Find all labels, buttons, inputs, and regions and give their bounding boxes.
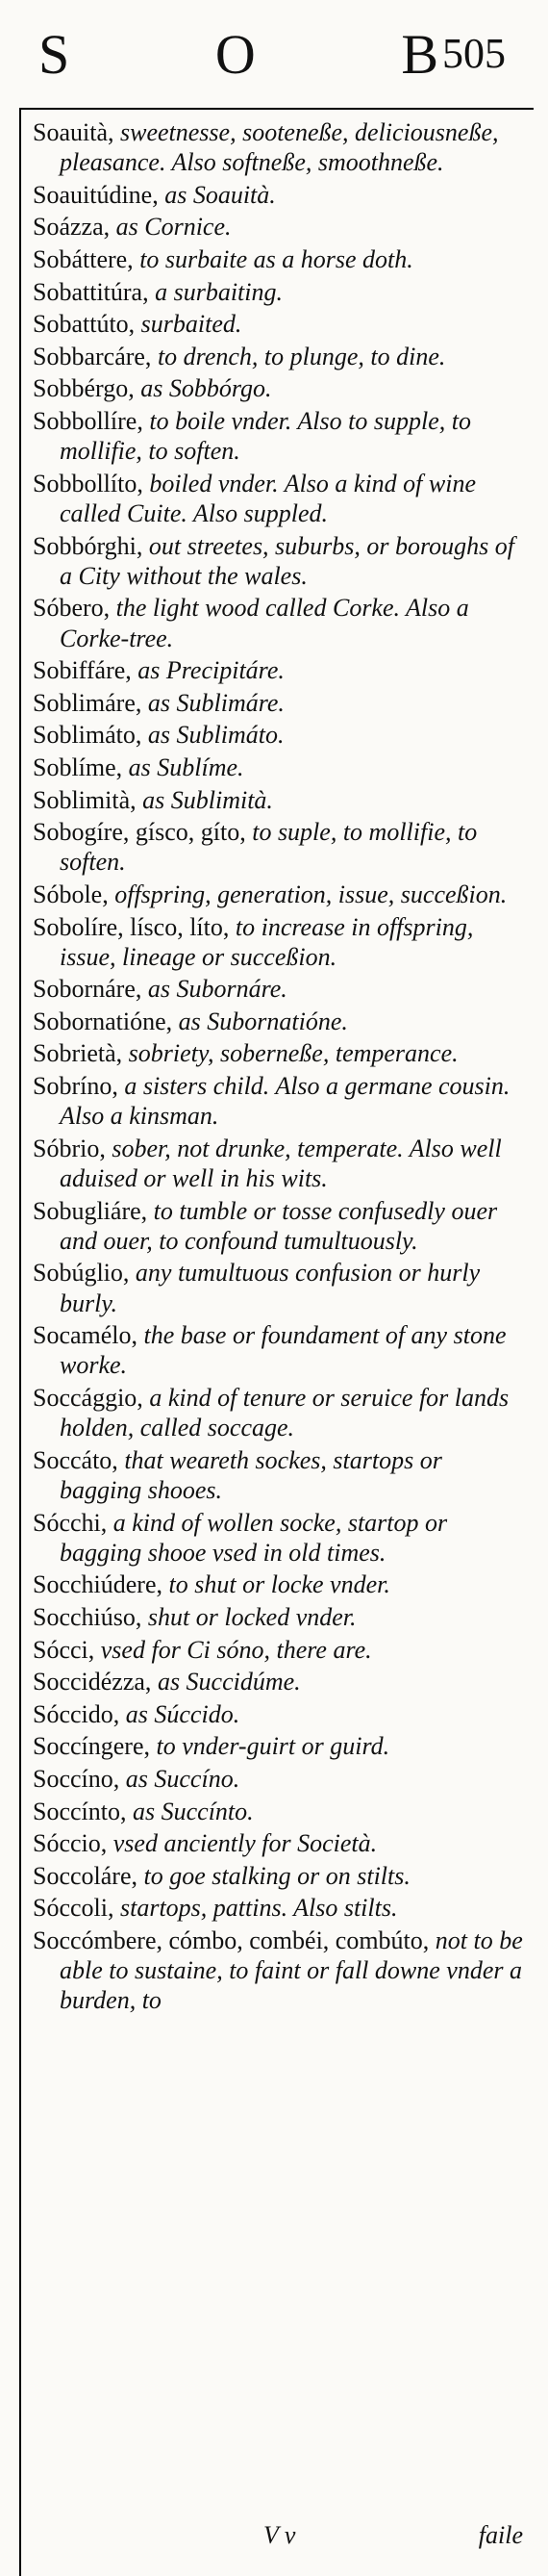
running-head-letter-1: S bbox=[38, 23, 74, 86]
entry-definition: out streetes, suburbs, or boroughs of a City without the wales. bbox=[60, 531, 515, 590]
entry-headword: Sócchi, bbox=[33, 1508, 113, 1537]
dictionary-entry bbox=[33, 1134, 523, 1193]
entry-headword: Sobiffáre, bbox=[33, 656, 138, 685]
entry-headword: Soauitúdine, bbox=[33, 180, 165, 209]
entry-definition: offspring, generation, issue, succeßion. bbox=[114, 880, 508, 908]
running-head bbox=[38, 23, 442, 86]
entry-definition: as Sobbórgo. bbox=[140, 374, 272, 403]
dictionary-entry bbox=[33, 1893, 523, 1923]
entry-headword: Sobattitúra, bbox=[33, 277, 156, 306]
dictionary-entry bbox=[33, 912, 523, 972]
entry-definition: that weareth sockes, startops or bagging shooes. bbox=[60, 1445, 442, 1505]
entry-definition: a surbaiting. bbox=[155, 277, 284, 306]
entry-definition: sweetnesse, sooteneße, deliciousneße, pleasance. Also softneße, smoothneße. bbox=[60, 118, 499, 177]
entry-headword: Soccággio, bbox=[33, 1384, 150, 1413]
header-rule bbox=[19, 108, 534, 110]
entry-headword: Soblimáre, bbox=[33, 688, 148, 717]
entry-headword: Sóbole, bbox=[33, 880, 115, 908]
entry-definition: any tumultuous confusion or hurly burly. bbox=[60, 1259, 481, 1317]
running-head-letter-2: O bbox=[214, 23, 260, 86]
dictionary-entry bbox=[33, 469, 523, 528]
entry-headword: Sobbórghi, bbox=[33, 531, 149, 560]
entry-headword: Sobbollíto, bbox=[33, 469, 150, 497]
entry-definition: boiled vnder. Also a kind of wine called Cuite. Also suppled. bbox=[60, 469, 477, 527]
dictionary-entry bbox=[33, 1731, 523, 1761]
dictionary-entry bbox=[33, 785, 523, 815]
running-head-letter-3: B bbox=[401, 23, 442, 86]
entry-definition: surbaited. bbox=[140, 310, 242, 339]
entry-definition: to increase in offspring, issue, lineage or succeßion. bbox=[60, 912, 474, 971]
catchword: faile bbox=[478, 2521, 523, 2549]
entry-headword: Sobattúto, bbox=[33, 310, 141, 339]
entry-definition: as Succínto. bbox=[133, 1797, 254, 1825]
entry-definition: to suple, to mollifie, to soften. bbox=[60, 818, 478, 877]
dictionary-entry bbox=[33, 688, 523, 718]
dictionary-entry bbox=[33, 1007, 523, 1036]
dictionary-column bbox=[33, 117, 523, 2018]
dictionary-entry bbox=[33, 880, 523, 909]
dictionary-entry bbox=[33, 277, 523, 307]
dictionary-entry bbox=[33, 1569, 523, 1599]
entry-headword: Sóccoli, bbox=[33, 1894, 120, 1923]
entry-headword: Sobolíre, lísco, líto, bbox=[33, 912, 236, 941]
entry-definition: as Sublíme. bbox=[128, 752, 244, 781]
dictionary-entry bbox=[33, 1445, 523, 1505]
entry-headword: Soccáto, bbox=[33, 1445, 125, 1474]
entry-headword: Soccoláre, bbox=[33, 1861, 144, 1890]
dictionary-entry bbox=[33, 1602, 523, 1632]
entry-definition: startops, pattins. Also stilts. bbox=[120, 1894, 398, 1923]
page-footer bbox=[33, 2521, 523, 2560]
dictionary-entry bbox=[33, 1258, 523, 1317]
entry-definition: a kind of tenure or seruice for lands holden, called soccage. bbox=[60, 1384, 510, 1442]
entry-definition: sobriety, soberneße, temperance. bbox=[128, 1039, 459, 1068]
entry-headword: Sobornatióne, bbox=[33, 1007, 179, 1035]
entry-definition: to drench, to plunge, to dine. bbox=[157, 342, 446, 370]
entry-headword: Sóbero, bbox=[33, 594, 116, 623]
entry-headword: Sobúglio, bbox=[33, 1259, 136, 1288]
entry-definition: to shut or locke vnder. bbox=[168, 1570, 390, 1599]
dictionary-entry bbox=[33, 373, 523, 403]
dictionary-entry bbox=[33, 342, 523, 371]
entry-definition: the light wood called Corke. Also a Corke-tree. bbox=[60, 594, 469, 652]
entry-headword: Sobríno, bbox=[33, 1072, 125, 1101]
entry-headword: Sobornáre, bbox=[33, 975, 148, 1004]
entry-headword: Soázza, bbox=[33, 213, 116, 242]
entry-headword: Socchiúdere, bbox=[33, 1570, 169, 1599]
entry-definition: as Sublimità. bbox=[142, 785, 273, 814]
entry-headword: Soblimáto, bbox=[33, 721, 148, 750]
entry-definition: vsed anciently for Società. bbox=[112, 1829, 378, 1858]
dictionary-entry bbox=[33, 1764, 523, 1794]
dictionary-entry bbox=[33, 1635, 523, 1665]
entry-definition: to goe stalking or on stilts. bbox=[143, 1861, 411, 1890]
dictionary-entry bbox=[33, 752, 523, 782]
dictionary-entry bbox=[33, 974, 523, 1004]
entry-definition: not to be able to sustaine, to faint or fall downe vnder a burden, to bbox=[60, 1926, 523, 2015]
dictionary-entry bbox=[33, 720, 523, 750]
entry-headword: Sobbarcáre, bbox=[33, 342, 158, 370]
dictionary-entry bbox=[33, 1320, 523, 1380]
entry-headword: Sobogíre, gísco, gíto, bbox=[33, 818, 253, 847]
entry-headword: Soccíngere, bbox=[33, 1732, 157, 1761]
entry-definition: as Sublimáto. bbox=[147, 721, 285, 750]
dictionary-entry bbox=[33, 1038, 523, 1068]
entry-definition: as Súccido. bbox=[125, 1699, 240, 1728]
page-header bbox=[0, 0, 548, 108]
entry-headword: Sóbrio, bbox=[33, 1134, 112, 1162]
dictionary-entry bbox=[33, 1508, 523, 1568]
entry-headword: Soccómbere, cómbo, combéi, combúto, bbox=[33, 1926, 436, 1954]
dictionary-entry bbox=[33, 309, 523, 339]
entry-headword: Sobbérgo, bbox=[33, 374, 141, 403]
entry-definition: to vnder-guirt or guird. bbox=[156, 1732, 390, 1761]
dictionary-entry bbox=[33, 117, 523, 177]
entry-definition: as Cornice. bbox=[115, 213, 232, 242]
dictionary-entry bbox=[33, 1828, 523, 1858]
dictionary-entry bbox=[33, 817, 523, 877]
entry-definition: to tumble or tosse confusedly ouer and ouer, to confound tumultuously. bbox=[60, 1196, 498, 1255]
entry-headword: Sobugliáre, bbox=[33, 1196, 154, 1225]
dictionary-entry bbox=[33, 1383, 523, 1442]
entry-definition: as Succidúme. bbox=[157, 1668, 301, 1696]
entry-headword: Sobrietà, bbox=[33, 1039, 129, 1068]
entry-headword: Socamélo, bbox=[33, 1321, 144, 1350]
entry-headword: Soccínto, bbox=[33, 1797, 133, 1825]
dictionary-entry bbox=[33, 1196, 523, 1256]
entry-definition: as Precipitáre. bbox=[137, 656, 285, 685]
entry-headword: Sobbollíre, bbox=[33, 406, 150, 435]
entry-definition: sober, not drunke, temperate. Also well aduised or well in his wits. bbox=[60, 1134, 502, 1193]
dictionary-entry bbox=[33, 244, 523, 274]
dictionary-entry bbox=[33, 1861, 523, 1891]
entry-definition: as Soauità. bbox=[164, 180, 276, 209]
dictionary-entry bbox=[33, 655, 523, 685]
signature-mark: V v bbox=[263, 2521, 296, 2549]
entry-definition: the base or foundament of any stone worke. bbox=[60, 1321, 507, 1380]
dictionary-entry bbox=[33, 1926, 523, 2016]
dictionary-entry bbox=[33, 212, 523, 242]
entry-definition: a sisters child. Also a germane cousin. Also a kinsman. bbox=[60, 1072, 511, 1131]
dictionary-entry bbox=[33, 1071, 523, 1131]
entry-definition: a kind of wollen socke, startop or bagging shooe vsed in old times. bbox=[60, 1508, 448, 1567]
entry-headword: Soblíme, bbox=[33, 752, 129, 781]
dictionary-entry bbox=[33, 406, 523, 466]
dictionary-entry bbox=[33, 593, 523, 652]
entry-definition: to surbaite as a horse doth. bbox=[139, 244, 413, 273]
entry-headword: Sócci, bbox=[33, 1635, 101, 1664]
entry-definition: vsed for Ci sóno, there are. bbox=[100, 1635, 372, 1664]
entry-headword: Socchiúso, bbox=[33, 1603, 148, 1632]
page-number: 505 bbox=[442, 30, 506, 77]
entry-definition: as Subornáre. bbox=[147, 975, 287, 1004]
entry-definition: as Subornatióne. bbox=[178, 1007, 348, 1035]
entry-definition: shut or locked vnder. bbox=[147, 1603, 357, 1632]
dictionary-entry bbox=[33, 1797, 523, 1826]
entry-headword: Soauità, bbox=[33, 118, 120, 146]
entry-definition: as Succíno. bbox=[125, 1765, 240, 1794]
dictionary-entry bbox=[33, 1699, 523, 1729]
entry-definition: to boile vnder. Also to supple, to mollifie, to soften. bbox=[60, 406, 471, 466]
entry-headword: Soblimità, bbox=[33, 785, 143, 814]
entry-headword: Soccidézza, bbox=[33, 1668, 158, 1696]
dictionary-entry bbox=[33, 531, 523, 591]
entry-headword: Soccíno, bbox=[33, 1765, 126, 1794]
entry-definition: as Sublimáre. bbox=[147, 688, 285, 717]
entry-headword: Sóccido, bbox=[33, 1699, 126, 1728]
column-rule bbox=[19, 108, 21, 2576]
dictionary-entry bbox=[33, 1667, 523, 1696]
entry-headword: Sóccio, bbox=[33, 1829, 113, 1858]
dictionary-entry bbox=[33, 180, 523, 210]
entry-headword: Sobáttere, bbox=[33, 244, 140, 273]
